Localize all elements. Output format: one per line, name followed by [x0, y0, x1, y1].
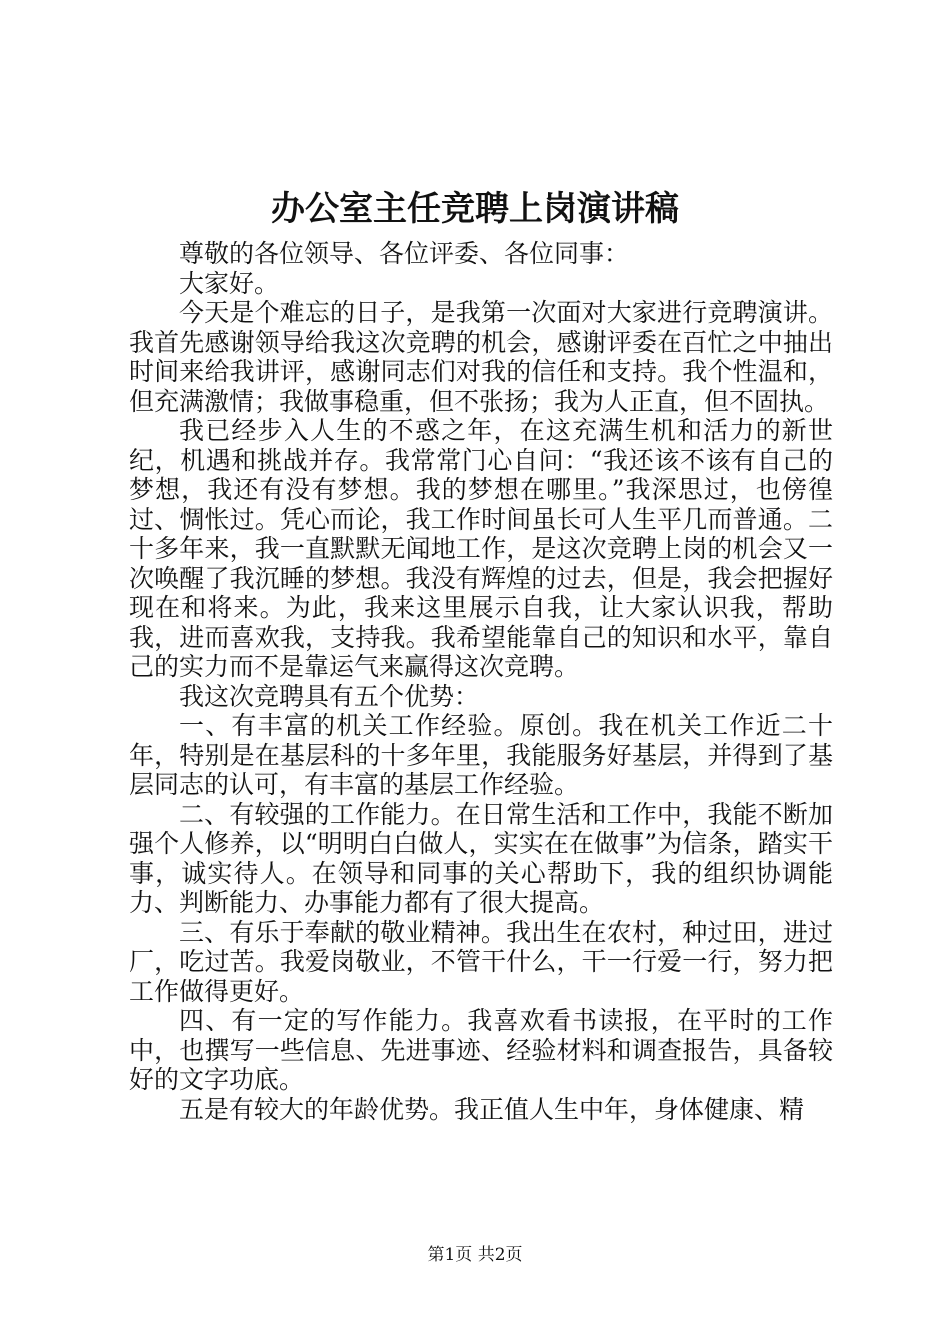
- document-body: [129, 239, 833, 1124]
- paragraph: 一、有丰富的机关工作经验。原创。我在机关工作近二十年，特别是在基层科的十多年里，我能服务好基层，并得到了基层同志的认可，有丰富的基层工作经验。: [129, 711, 833, 799]
- paragraph-greeting: 大家好。: [179, 268, 280, 298]
- paragraph: 四、有一定的写作能力。我喜欢看书读报，在平时的工作中，也撰写一些信息、先进事迹、经验材料和调查报告，具备较好的文字功底。: [129, 1006, 833, 1094]
- page-number-footer: 第1页 共2页: [427, 1245, 523, 1265]
- paragraph: 三、有乐于奉献的敬业精神。我出生在农村，种过田，进过厂，吃过苦。我爱岗敬业，不管干什么，干一行爱一行，努力把工作做得更好。: [129, 917, 833, 1006]
- paragraph: 我这次竞聘具有五个优势：: [179, 681, 480, 711]
- paragraph: 我已经步入人生的不惑之年，在这充满生机和活力的新世纪，机遇和挑战并存。我常常门心自问：“我还该不该有自己的梦想，我还有没有梦想。我的梦想在哪里。”我深思过，也傍徨过、惆怅过。凭心而论，我工作时间虽长可人生平几而普通。二十多年来，我一直默默无闻地工作，是这次竞聘上岗的机会又一次唤醒了我沉睡的梦想。我没有辉煌的过去，但是，我会把握好现在和将来。为此，我来这里展示自我，让大家认识我，帮助我，进而喜欢我，支持我。我希望能靠自己的知识和水平，靠自己的实力而不是靠运气来赢得这次竞聘。: [129, 416, 833, 681]
- document-title: 办公室主任竞聘上岗演讲稿: [271, 189, 679, 229]
- paragraph: 五是有较大的年龄优势。我正值人生中年，身体健康、精: [179, 1094, 805, 1124]
- paragraph-salutation: 尊敬的各位领导、各位评委、各位同事：: [179, 239, 630, 268]
- paragraph: 今天是个难忘的日子，是我第一次面对大家进行竞聘演讲。我首先感谢领导给我这次竞聘的机会，感谢评委在百忙之中抽出时间来给我讲评，感谢同志们对我的信任和支持。我个性温和，但充满激情；我做事稳重，但不张扬；我为人正直，但不固执。: [129, 298, 833, 416]
- paragraph: 二、有较强的工作能力。在日常生活和工作中，我能不断加强个人修养，以“明明白白做人，实实在在做事”为信条，踏实干事，诚实待人。在领导和同事的关心帮助下，我的组织协调能力、判断能力、办事能力都有了很大提高。: [129, 799, 833, 917]
